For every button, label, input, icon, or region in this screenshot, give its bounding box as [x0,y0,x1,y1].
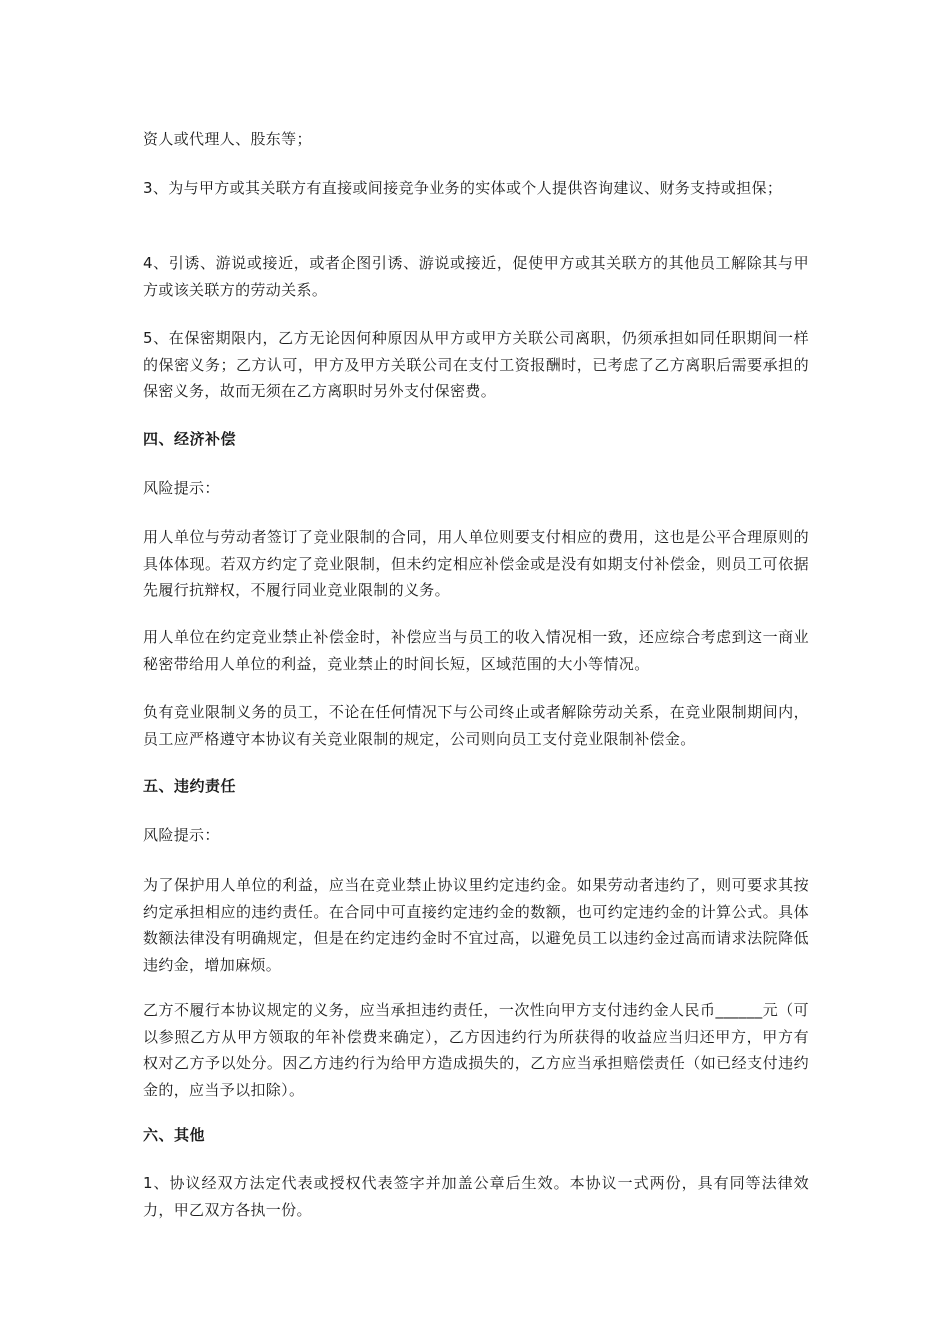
paragraph-compensation-1: 用人单位与劳动者签订了竞业限制的合同，用人单位则要支付相应的费用，这也是公平合理原则的具体体现。若双方约定了竞业限制，但未约定相应补偿金或是没有如期支付补偿金，则员工可依据先履行抗辩权，不履行同业竞业限制的义务。 [143,528,809,599]
section-heading-liability: 五、违约责任 [143,777,237,795]
paragraph-clause-5: 5、在保密期限内，乙方无论因何种原因从甲方或甲方关联公司离职，仍须承担如同任职期间一样的保密义务；乙方认可，甲方及甲方关联公司在支付工资报酬时，已考虑了乙方离职后需要承担的保密义务，故而无须在乙方离职时另外支付保密费。 [143,329,809,400]
paragraph-clause-4: 4、引诱、游说或接近，或者企图引诱、游说或接近，促使甲方或其关联方的其他员工解除其与甲方或该关联方的劳动关系。 [143,254,809,299]
section-heading-other: 六、其他 [143,1126,206,1144]
paragraph-other-1: 1、协议经双方法定代表或授权代表签字并加盖公章后生效。本协议一式两份，具有同等法律效力，甲乙双方各执一份。 [143,1174,809,1219]
paragraph-compensation-3: 负有竞业限制义务的员工，不论在任何情况下与公司终止或者解除劳动关系，在竞业限制期间内，员工应严格遵守本协议有关竞业限制的规定，公司则向员工支付竞业限制补偿金。 [143,703,809,748]
risk-notice-label: 风险提示： [143,479,220,497]
risk-notice-label: 风险提示： [143,826,220,844]
paragraph-clause-3: 3、为与甲方或其关联方有直接或间接竞争业务的实体或个人提供咨询建议、财务支持或担保； [143,179,783,197]
paragraph-compensation-2: 用人单位在约定竞业禁止补偿金时，补偿应当与员工的收入情况相一致，还应综合考虑到这一商业秘密带给用人单位的利益，竞业禁止的时间长短，区域范围的大小等情况。 [143,628,809,673]
paragraph-liability-1: 为了保护用人单位的利益，应当在竞业禁止协议里约定违约金。如果劳动者违约了，则可要求其按约定承担相应的违约责任。在合同中可直接约定违约金的数额，也可约定违约金的计算公式。具体数额法律没有明确规定，但是在约定违约金时不宜过高，以避免员工以违约金过高而请求法院降低违约金，增加麻烦。 [143,876,809,974]
paragraph-liability-2: 乙方不履行本协议规定的义务，应当承担违约责任，一次性向甲方支付违约金人民币______元（可以参照乙方从甲方领取的年补偿费来确定），乙方因违约行为所获得的收益应当归还甲方，甲方有权对乙方予以处分。因乙方违约行为给甲方造成损失的，乙方应当承担赔偿责任（如已经支付违约金的，应当予以扣除）。 [143,1001,809,1099]
section-heading-compensation: 四、经济补偿 [143,430,237,448]
paragraph-continued-clause: 资人或代理人、股东等； [143,130,312,148]
